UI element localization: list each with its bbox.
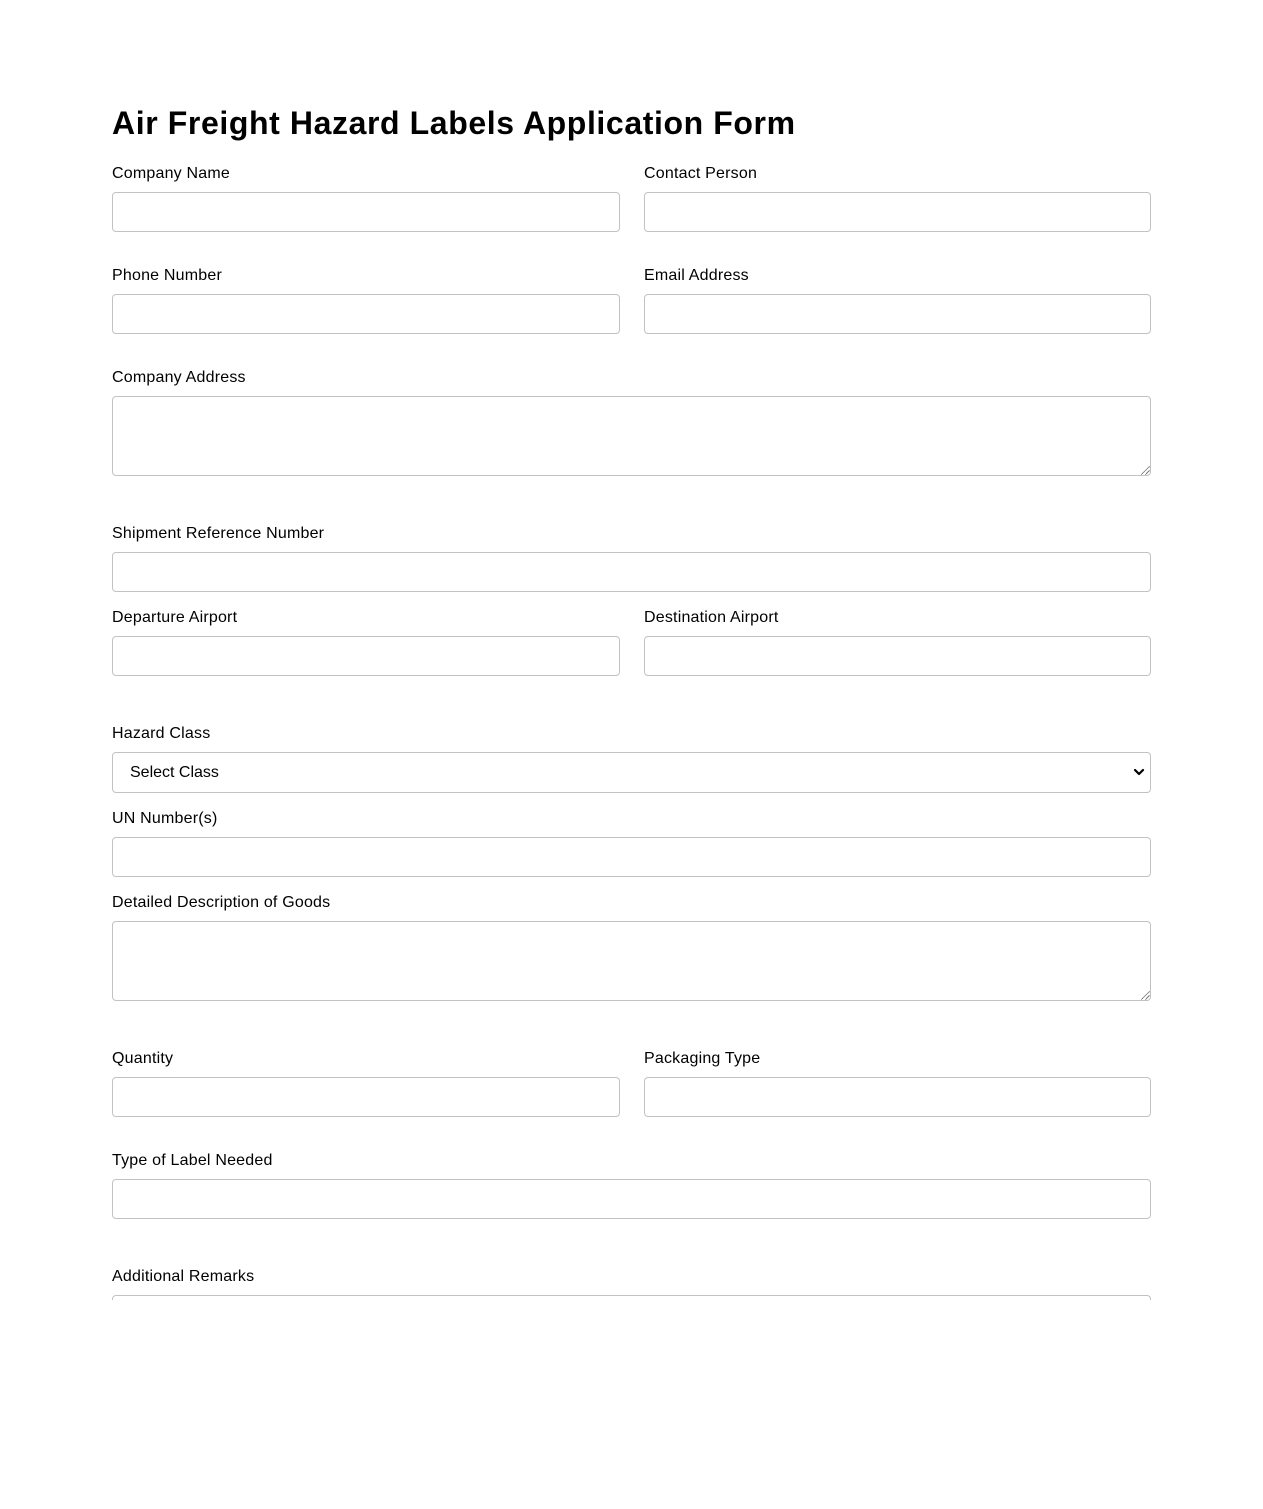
un-numbers-input[interactable] <box>112 837 1151 877</box>
goods-description-textarea[interactable] <box>112 921 1151 1001</box>
phone-number-label: Phone Number <box>112 267 223 284</box>
contact-person-label: Contact Person <box>644 165 758 182</box>
page-title: Air Freight Hazard Labels Application Form <box>112 105 796 141</box>
company-name-label: Company Name <box>112 165 231 182</box>
destination-airport-input[interactable] <box>644 636 1151 676</box>
label-type-label: Type of Label Needed <box>112 1152 273 1169</box>
departure-airport-label: Departure Airport <box>112 609 238 626</box>
chevron-down-icon <box>1133 766 1145 778</box>
company-address-wrapper <box>112 396 1151 476</box>
email-address-label: Email Address <box>644 267 749 284</box>
un-numbers-label: UN Number(s) <box>112 810 218 827</box>
label-type-input[interactable] <box>112 1179 1151 1219</box>
goods-description-label: Detailed Description of Goods <box>112 894 331 911</box>
goods-description-wrapper <box>112 921 1151 1001</box>
company-address-textarea[interactable] <box>112 396 1151 476</box>
hazard-class-select[interactable] <box>112 752 1151 793</box>
quantity-label: Quantity <box>112 1050 174 1067</box>
hazard-class-label: Hazard Class <box>112 725 211 742</box>
viewport-clip <box>0 1300 1263 1509</box>
additional-remarks-label: Additional Remarks <box>112 1268 255 1285</box>
phone-number-input[interactable] <box>112 294 620 334</box>
shipment-reference-label: Shipment Reference Number <box>112 525 325 542</box>
departure-airport-input[interactable] <box>112 636 620 676</box>
destination-airport-label: Destination Airport <box>644 609 779 626</box>
email-address-input[interactable] <box>644 294 1151 334</box>
contact-person-input[interactable] <box>644 192 1151 232</box>
hazard-class-selected-value: Select Class <box>130 764 219 781</box>
packaging-type-input[interactable] <box>644 1077 1151 1117</box>
shipment-reference-input[interactable] <box>112 552 1151 592</box>
packaging-type-label: Packaging Type <box>644 1050 761 1067</box>
resize-handle-icon[interactable] <box>1141 991 1150 1000</box>
resize-handle-icon[interactable] <box>1141 466 1150 475</box>
company-address-label: Company Address <box>112 369 246 386</box>
company-name-input[interactable] <box>112 192 620 232</box>
quantity-input[interactable] <box>112 1077 620 1117</box>
